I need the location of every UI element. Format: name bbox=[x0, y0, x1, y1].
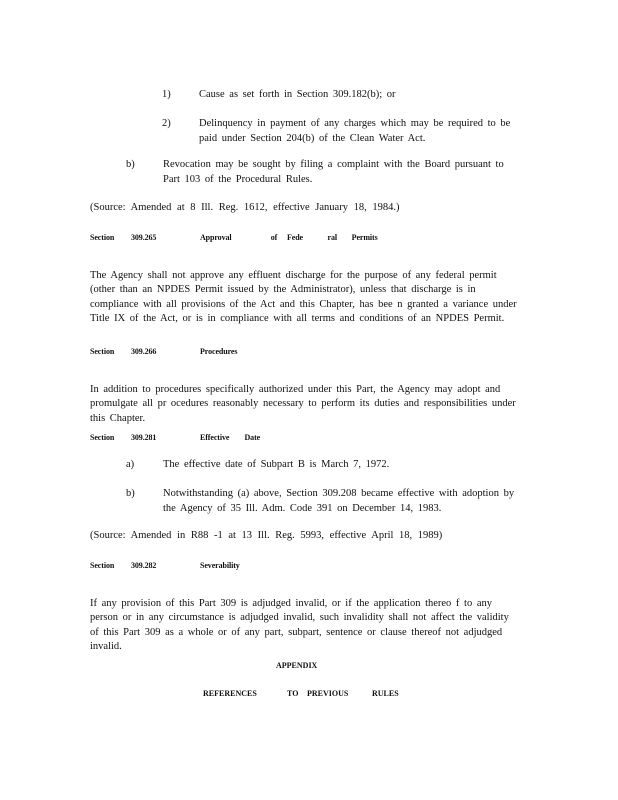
section-label: Section bbox=[90, 233, 115, 242]
list-item-b bbox=[126, 158, 520, 187]
list-item-text: Revocation may be sought by filing a complaint with the Board pursuant to Part 103 of the Procedural Rules. bbox=[163, 159, 504, 185]
list-item-letter: a) bbox=[126, 459, 135, 470]
section-heading bbox=[90, 347, 390, 357]
list-item-text: The effective date of Subpart B is March 7, 1972. bbox=[163, 459, 390, 470]
section-title: Procedures bbox=[200, 347, 238, 356]
list-item-text: Cause as set forth in Section 309.182(b); or bbox=[199, 89, 396, 100]
section-number: 309.281 bbox=[131, 433, 157, 442]
appendix-subtitle-word: TO bbox=[287, 689, 299, 698]
section-title: Effective Date bbox=[200, 433, 261, 442]
source-note: (Source: Amended in R88 -1 at 13 Ill. Reg. 5993, effective April 18, 1989) bbox=[90, 530, 443, 541]
section-number: 309.266 bbox=[131, 347, 157, 356]
section-body: In addition to procedures specifically authorized under this Part, the Agency may adopt and promulgate all pr ocedures reasonably necessary to perform its duties and responsibilities under this Chapter. bbox=[90, 383, 516, 424]
section-heading bbox=[90, 433, 390, 443]
section-heading bbox=[90, 233, 390, 243]
list-item-2 bbox=[162, 117, 522, 146]
appendix-subtitle bbox=[203, 689, 403, 699]
section-title: Severability bbox=[200, 561, 240, 570]
appendix-subtitle-word: REFERENCES bbox=[203, 689, 257, 698]
section-title: Approval of Fede ral Permits bbox=[200, 233, 378, 242]
appendix-title: APPENDIX bbox=[276, 661, 318, 670]
list-item-text: Delinquency in payment of any charges which may be required to be paid under Section 204(b) of the Clean Water Act. bbox=[199, 118, 511, 144]
section-label: Section bbox=[90, 347, 115, 356]
list-item-1 bbox=[162, 88, 522, 103]
section-label: Section bbox=[90, 433, 115, 442]
list-item-text: Notwithstanding (a) above, Section 309.208 became effective with adoption by the Agency of 35 Ill. Adm. Code 391 on December 14, 1983. bbox=[163, 488, 515, 514]
list-item-a bbox=[126, 458, 520, 473]
section-number: 309.282 bbox=[131, 561, 157, 570]
appendix-subtitle-word: PREVIOUS bbox=[307, 689, 349, 698]
source-note: (Source: Amended at 8 Ill. Reg. 1612, effective January 18, 1984.) bbox=[90, 202, 400, 213]
section-body: If any provision of this Part 309 is adjudged invalid, or if the application thereo f to any person or in any circumstance is adjudged invalid, such invalidity shall not affect the validity of this Part 309 as a whole or of any part, subpart, sentence or clause thereof not adjudged invalid. bbox=[90, 597, 509, 652]
section-number: 309.265 bbox=[131, 233, 157, 242]
section-body: The Agency shall not approve any effluent discharge for the purpose of any federal permit (other than an NPDES Permit issued by the Administrator), unless that discharge is in compliance with all provisions of the Act and this Chapter, has bee n granted a variance under Title IX of the Act, or is in compliance with all terms and conditions of an NPDES Permit. bbox=[90, 269, 517, 324]
list-item-b bbox=[126, 487, 520, 516]
list-item-number: 1) bbox=[162, 89, 171, 100]
list-item-number: 2) bbox=[162, 118, 171, 129]
section-heading bbox=[90, 561, 390, 571]
list-item-letter: b) bbox=[126, 159, 135, 170]
list-item-letter: b) bbox=[126, 488, 135, 499]
section-label: Section bbox=[90, 561, 115, 570]
appendix-subtitle-word: RULES bbox=[372, 689, 399, 698]
